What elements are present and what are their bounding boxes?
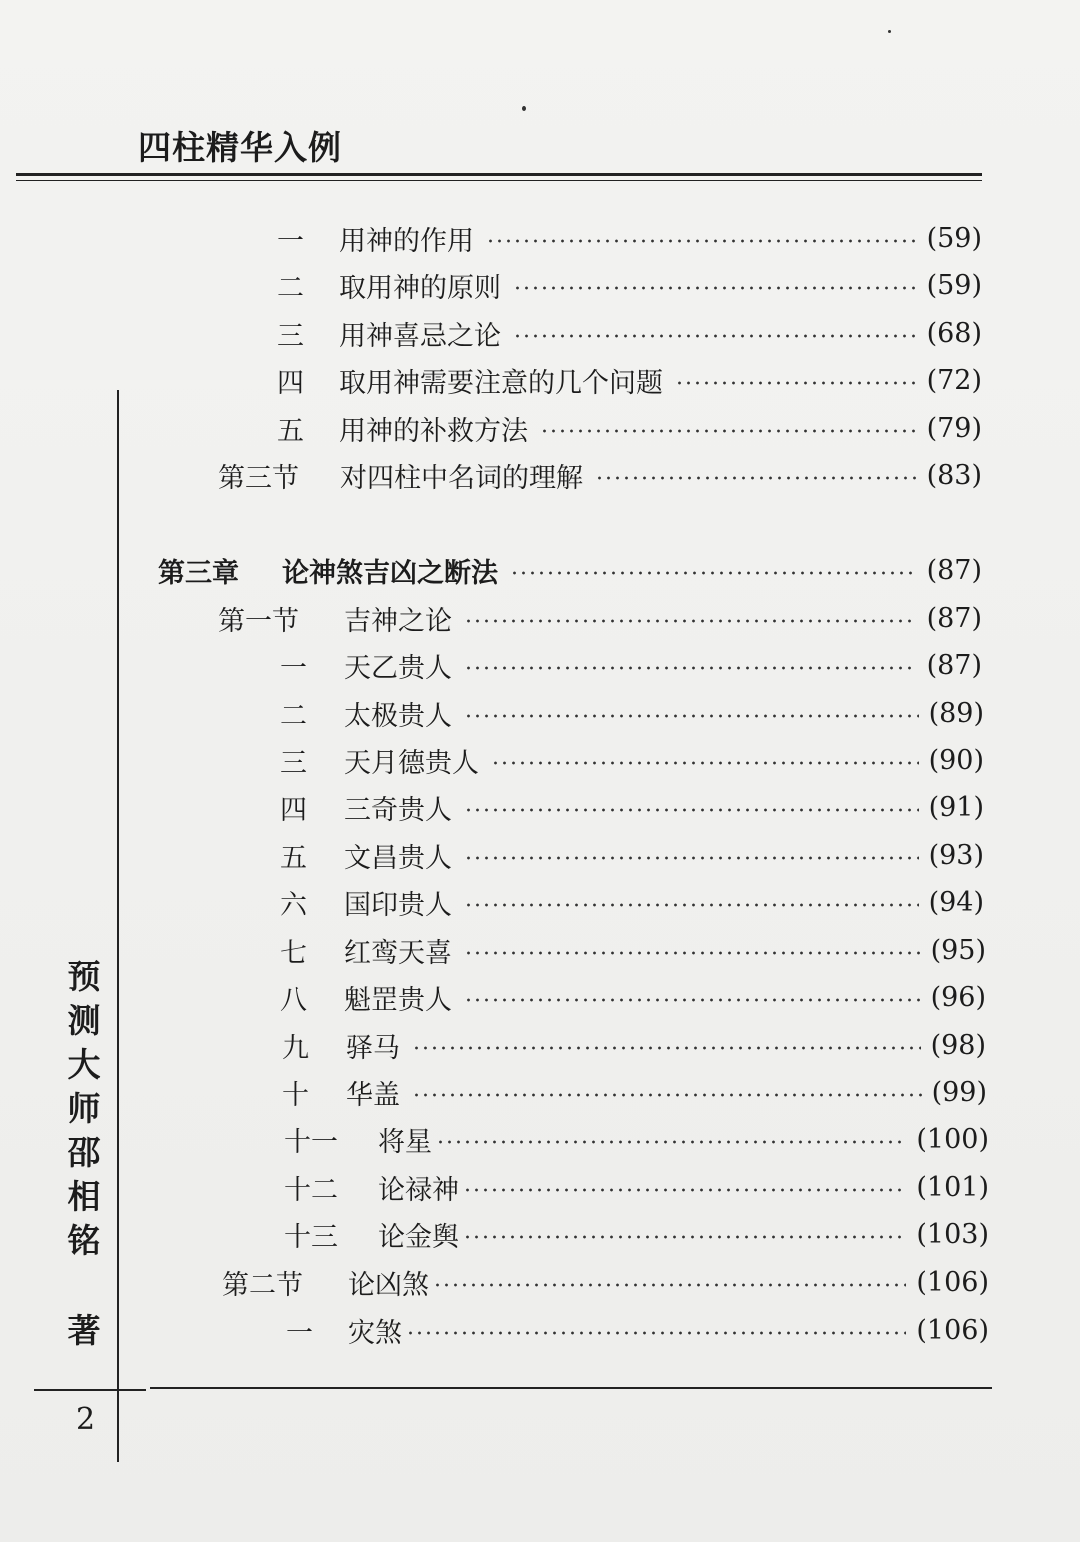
toc-entry-page: (72) — [926, 364, 982, 396]
toc-entry-page: (99) — [931, 1076, 987, 1108]
toc-entry — [282, 1072, 987, 1112]
header-rule-thin — [16, 180, 982, 181]
toc-entry-page: (91) — [928, 791, 984, 823]
toc-entry-number: 八 — [280, 984, 307, 1016]
toc-entry-page: (89) — [928, 697, 984, 729]
toc-entry-page: (68) — [926, 317, 982, 349]
toc-leader-dots — [675, 381, 917, 385]
toc-entry-page: (87) — [926, 554, 982, 586]
toc-entry — [277, 408, 982, 448]
toc-entry-page: (59) — [926, 269, 982, 301]
toc-leader-dots — [491, 761, 919, 765]
toc-entry — [280, 882, 984, 922]
toc-entry — [280, 977, 986, 1017]
toc-entry-number: 二 — [277, 272, 304, 304]
toc-entry-page: (95) — [930, 934, 986, 966]
toc-entry — [286, 1310, 989, 1350]
toc-entry-number: 五 — [277, 415, 304, 447]
toc-entry — [277, 265, 982, 305]
toc-leader-dots — [513, 334, 917, 338]
toc-entry-number: 四 — [277, 367, 304, 399]
toc-leader-dots — [464, 714, 919, 718]
toc-entry-title: 论金舆 — [378, 1221, 459, 1253]
toc-entry-title: 吉神之论 — [344, 605, 452, 637]
toc-entry-title: 文昌贵人 — [344, 842, 452, 874]
toc-entry — [280, 645, 982, 685]
toc-entry-title: 三奇贵人 — [344, 794, 452, 826]
toc-entry-page: (83) — [926, 459, 982, 491]
toc-entry-number: 一 — [280, 652, 307, 684]
toc-entry — [280, 693, 984, 733]
toc-entry-number: 第二节 — [222, 1269, 303, 1301]
toc-entry-page: (103) — [916, 1218, 989, 1250]
toc-leader-dots — [486, 239, 917, 243]
toc-entry-page: (87) — [926, 649, 982, 681]
toc-entry-page: (79) — [926, 412, 982, 444]
toc-entry-number: 一 — [277, 225, 304, 257]
toc-entry-page: (106) — [916, 1266, 989, 1298]
header-rule-thick — [16, 173, 982, 176]
toc-entry-title: 用神的作用 — [339, 225, 474, 257]
footer-rule — [150, 1387, 992, 1389]
toc-entry-page: (59) — [926, 222, 982, 254]
toc-entry-number: 第三节 — [218, 462, 299, 494]
toc-leader-dots — [513, 286, 917, 290]
toc-leader-dots — [464, 951, 921, 955]
toc-leader-dots — [464, 808, 919, 812]
toc-leader-dots — [406, 1331, 906, 1335]
toc-entry-title: 太极贵人 — [344, 700, 452, 732]
vertical-author-role: 著 — [67, 1311, 101, 1350]
toc-entry-number: 九 — [282, 1032, 309, 1064]
toc-entry-title: 用神喜忌之论 — [339, 320, 501, 352]
toc-entry-page: (98) — [930, 1029, 986, 1061]
toc-entry-title: 国印贵人 — [344, 889, 452, 921]
toc-entry — [280, 787, 984, 827]
toc-leader-dots — [464, 998, 921, 1002]
toc-entry-number: 三 — [277, 320, 304, 352]
toc-section-entry — [222, 1262, 989, 1302]
toc-entry-number: 二 — [280, 700, 307, 732]
toc-entry — [277, 360, 982, 400]
toc-entry — [280, 930, 986, 970]
running-header-title: 四柱精华入例 — [138, 128, 342, 167]
toc-entry-title: 驿马 — [346, 1032, 400, 1064]
toc-entry-page: (96) — [930, 981, 986, 1013]
toc-entry-title: 论神煞吉凶之断法 — [282, 557, 498, 589]
toc-entry-title: 取用神的原则 — [339, 272, 501, 304]
toc-entry-title: 取用神需要注意的几个问题 — [339, 367, 663, 399]
toc-entry-number: 五 — [280, 842, 307, 874]
toc-section-entry — [218, 598, 982, 638]
toc-entry — [282, 1025, 986, 1065]
toc-entry-title: 论凶煞 — [348, 1269, 429, 1301]
toc-entry-number: 十一 — [284, 1126, 338, 1158]
paper-speck — [522, 106, 526, 111]
vertical-author-name: 预测大师邵相铭 — [67, 957, 101, 1260]
toc-leader-dots — [464, 903, 919, 907]
toc-chapter-entry — [158, 550, 982, 590]
toc-entry-title: 灾煞 — [348, 1317, 402, 1349]
toc-entry — [284, 1119, 989, 1159]
toc-leader-dots — [463, 1235, 906, 1239]
toc-leader-dots — [412, 1046, 921, 1050]
paper-speck — [888, 30, 891, 33]
toc-entry-title: 论禄神 — [378, 1174, 459, 1206]
toc-leader-dots — [464, 666, 917, 670]
toc-entry-title: 魁罡贵人 — [344, 984, 452, 1016]
toc-leader-dots — [464, 619, 917, 623]
toc-leader-dots — [510, 571, 917, 575]
toc-leader-dots — [436, 1140, 906, 1144]
toc-entry-number: 一 — [286, 1317, 313, 1349]
page-number: 2 — [76, 1402, 96, 1437]
toc-entry-number: 第一节 — [218, 605, 299, 637]
toc-entry-title: 天乙贵人 — [344, 652, 452, 684]
toc-entry — [277, 218, 982, 258]
toc-leader-dots — [540, 429, 917, 433]
toc-entry — [280, 740, 984, 780]
footer-rule-left — [34, 1389, 146, 1391]
toc-entry-page: (87) — [926, 602, 982, 634]
toc-leader-dots — [433, 1283, 906, 1287]
toc-entry-page: (106) — [916, 1314, 989, 1346]
toc-entry-number: 四 — [280, 794, 307, 826]
toc-entry-page: (100) — [916, 1123, 989, 1155]
toc-entry-title: 天月德贵人 — [344, 747, 479, 779]
toc-entry-number: 六 — [280, 889, 307, 921]
toc-leader-dots — [412, 1093, 922, 1097]
toc-leader-dots — [463, 1188, 906, 1192]
toc-entry-number: 七 — [280, 937, 307, 969]
toc-entry-number: 第三章 — [158, 557, 239, 589]
toc-entry — [284, 1214, 989, 1254]
toc-entry-number: 三 — [280, 747, 307, 779]
toc-entry-title: 对四柱中名词的理解 — [340, 462, 583, 494]
toc-entry-page: (101) — [916, 1171, 989, 1203]
toc-leader-dots — [464, 856, 919, 860]
toc-entry-number: 十二 — [284, 1174, 338, 1206]
toc-entry-title: 华盖 — [346, 1079, 400, 1111]
toc-section-entry — [218, 455, 982, 495]
toc-entry-page: (94) — [928, 886, 984, 918]
toc-entry-page: (93) — [928, 839, 984, 871]
toc-entry-number: 十 — [282, 1079, 309, 1111]
margin-vertical-rule — [117, 390, 119, 1462]
toc-entry-title: 用神的补救方法 — [339, 415, 528, 447]
toc-entry — [280, 835, 984, 875]
toc-leader-dots — [595, 476, 917, 480]
toc-entry — [277, 313, 982, 353]
toc-entry-title: 红鸾天喜 — [344, 937, 452, 969]
toc-entry-page: (90) — [928, 744, 984, 776]
toc-entry-number: 十三 — [284, 1221, 338, 1253]
toc-entry-title: 将星 — [378, 1126, 432, 1158]
toc-entry — [284, 1167, 989, 1207]
